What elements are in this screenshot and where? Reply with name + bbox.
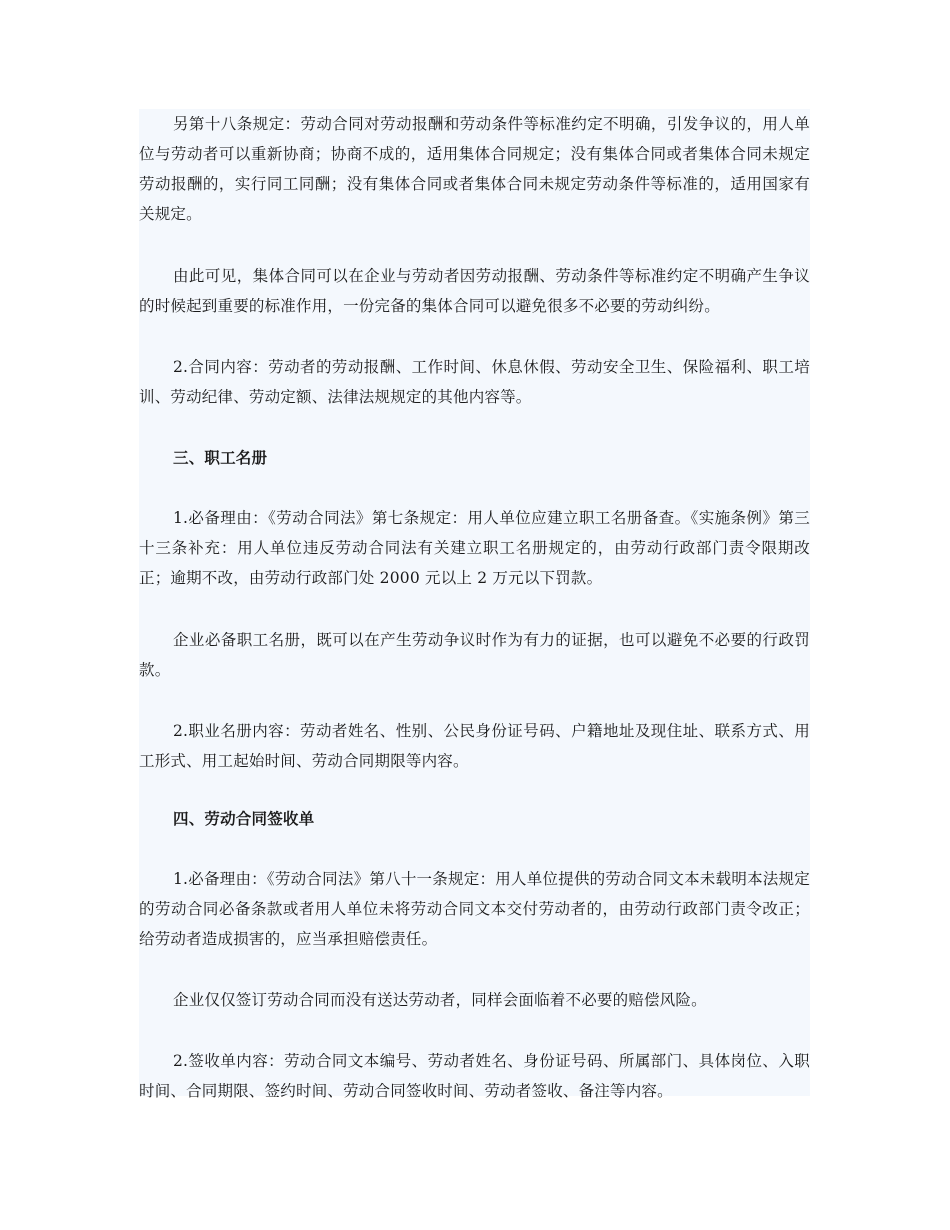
paragraph-receipt-summary: 企业仅仅签订劳动合同而没有送达劳动者，同样会面临着不必要的赔偿风险。 [173, 991, 707, 1009]
paragraph-receipt-reason: 1.必备理由：《劳动合同法》第八十一条规定：用人单位提供的劳动合同文本未载明本法规定的劳动合同必备条款或者用人单位未将劳动合同文本交付劳动者的，由劳动行政部门责令改正；给劳动者造成损害的，应当承担赔偿责任。 [139, 870, 810, 948]
paragraph-collective-contract-summary: 由此可见，集体合同可以在企业与劳动者因劳动报酬、劳动条件等标准约定不明确产生争议的时候起到重要的标准作用，一份完备的集体合同可以避免很多不必要的劳动纠纷。 [139, 267, 810, 315]
paragraph-article-18: 另第十八条规定：劳动合同对劳动报酬和劳动条件等标准约定不明确，引发争议的，用人单位与劳动者可以重新协商；协商不成的，适用集体合同规定；没有集体合同或者集体合同未规定劳动报酬的，实行同工同酬；没有集体合同或者集体合同未规定劳动条件等标准的，适用国家有关规定。 [139, 115, 810, 223]
paragraph-roster-summary: 企业必备职工名册，既可以在产生劳动争议时作为有力的证据，也可以避免不必要的行政罚款。 [139, 631, 810, 679]
paragraph-receipt-content: 2.签收单内容：劳动合同文本编号、劳动者姓名、身份证号码、所属部门、具体岗位、入职时间、合同期限、签约时间、劳动合同签收时间、劳动者签收、备注等内容。 [139, 1052, 810, 1100]
paragraph-contract-content: 2.合同内容：劳动者的劳动报酬、工作时间、休息休假、劳动安全卫生、保险福利、职工培训、劳动纪律、劳动定额、法律法规规定的其他内容等。 [139, 358, 810, 406]
section-heading-employee-roster: 三、职工名册 [173, 448, 268, 467]
paragraph-roster-content: 2.职业名册内容：劳动者姓名、性别、公民身份证号码、户籍地址及现住址、联系方式、用工形式、用工起始时间、劳动合同期限等内容。 [139, 722, 810, 770]
section-heading-contract-receipt: 四、劳动合同签收单 [173, 809, 315, 828]
paragraph-roster-reason: 1.必备理由：《劳动合同法》第七条规定：用人单位应建立职工名册备查。《实施条例》第三十三条补充：用人单位违反劳动合同法有关建立职工名册规定的，由劳动行政部门责令限期改正；逾期不改，由劳动行政部门处 2000 元以上 2 万元以下罚款。 [139, 509, 810, 587]
document-body [139, 109, 810, 1100]
